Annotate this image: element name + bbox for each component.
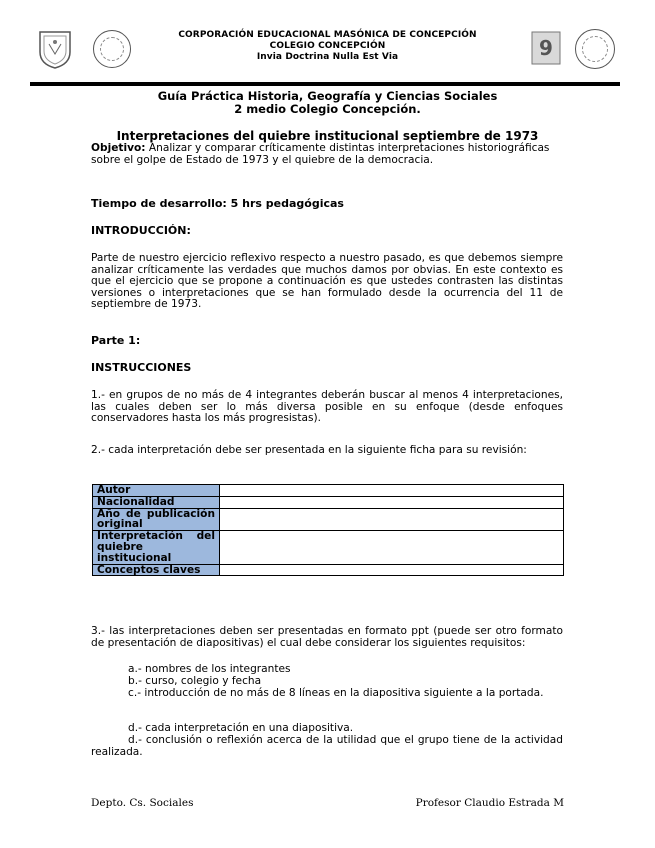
ficha-value-cell xyxy=(220,485,564,497)
instructions-heading: INSTRUCCIONES xyxy=(91,361,192,374)
instruction-1: 1.- en grupos de no más de 4 integrantes deberán buscar al menos 4 interpretaciones, las cuales deben ser lo más diversa posible en su enfoque (desde enfoques conservadores hasta los más progresistas). xyxy=(91,389,563,425)
requirement-a: a.- nombres de los integrantes xyxy=(128,663,291,675)
ficha-value-cell xyxy=(220,564,564,576)
ficha-label-interpretacion: Interpretación del quiebre institucional xyxy=(93,531,220,564)
header-rule xyxy=(30,82,620,86)
table-row xyxy=(93,496,564,508)
ficha-value-cell xyxy=(220,531,564,564)
objective-paragraph xyxy=(91,143,563,166)
instruction-2: 2.- cada interpretación debe ser presentada en la siguiente ficha para su revisión: xyxy=(91,444,527,456)
objective-text: Analizar y comparar críticamente distintas interpretaciones historiográficas sobre el golpe de Estado de 1973 y el quiebre de la democracia. xyxy=(91,142,550,166)
svg-text:9: 9 xyxy=(539,36,553,60)
requirement-d1: d.- cada interpretación en una diapositiva. xyxy=(128,722,354,734)
development-time: Tiempo de desarrollo: 5 hrs pedagógicas xyxy=(91,197,344,210)
footer-teacher: Profesor Claudio Estrada M xyxy=(415,797,564,809)
guide-course: 2 medio Colegio Concepción. xyxy=(234,102,421,116)
header-line-2: COLEGIO CONCEPCIÓN xyxy=(269,41,386,51)
table-row xyxy=(93,564,564,576)
ficha-label-autor: Autor xyxy=(93,485,220,497)
ficha-table xyxy=(92,484,564,576)
table-row xyxy=(93,508,564,531)
intro-text: Parte de nuestro ejercicio reflexivo respecto a nuestro pasado, es que debemos siempre analizar críticamente las verdades que muchos damos por obvias. En este contexto es que el ejercicio que se propone a continuación es que ustedes contrasten las distintas versiones o interpretaciones que se han formulado desde la ocurrencia del 11 de septiembre de 1973. xyxy=(91,252,563,311)
footer-department: Depto. Cs. Sociales xyxy=(91,797,194,809)
objective-label: Objetivo: xyxy=(91,142,146,154)
table-row xyxy=(93,531,564,564)
intro-heading: INTRODUCCIÓN: xyxy=(91,224,191,237)
guide-title: Guía Práctica Historia, Geografía y Ciencias Sociales xyxy=(157,89,498,103)
ficha-value-cell xyxy=(220,496,564,508)
ficha-label-conceptos: Conceptos claves xyxy=(93,564,220,576)
header-line-3: Invia Doctrina Nulla Est Via xyxy=(256,52,399,62)
requirement-b: b.- curso, colegio y fecha xyxy=(128,675,262,687)
part-1-heading: Parte 1: xyxy=(91,334,141,347)
instruction-3: 3.- las interpretaciones deben ser presentadas en formato ppt (puede ser otro formato de presentación de diapositivas) el cual debe considerar los siguientes requisitos: xyxy=(91,625,563,649)
requirement-c: c.- introducción de no más de 8 líneas en la diapositiva siguiente a la portada. xyxy=(128,687,544,699)
header-line-1: CORPORACIÓN EDUCACIONAL MASÓNICA DE CONCEPCIÓN xyxy=(178,30,477,40)
ficha-value-cell xyxy=(220,508,564,531)
ficha-label-nacionalidad: Nacionalidad xyxy=(93,496,220,508)
ficha-label-anio: Año de publicación original xyxy=(93,508,220,531)
guide-subtitle: Interpretaciones del quiebre institucional septiembre de 1973 xyxy=(116,129,539,143)
table-row xyxy=(93,485,564,497)
requirement-d2: d.- conclusión o reflexión acerca de la utilidad que el grupo tiene de la actividad realizada. xyxy=(91,734,563,758)
